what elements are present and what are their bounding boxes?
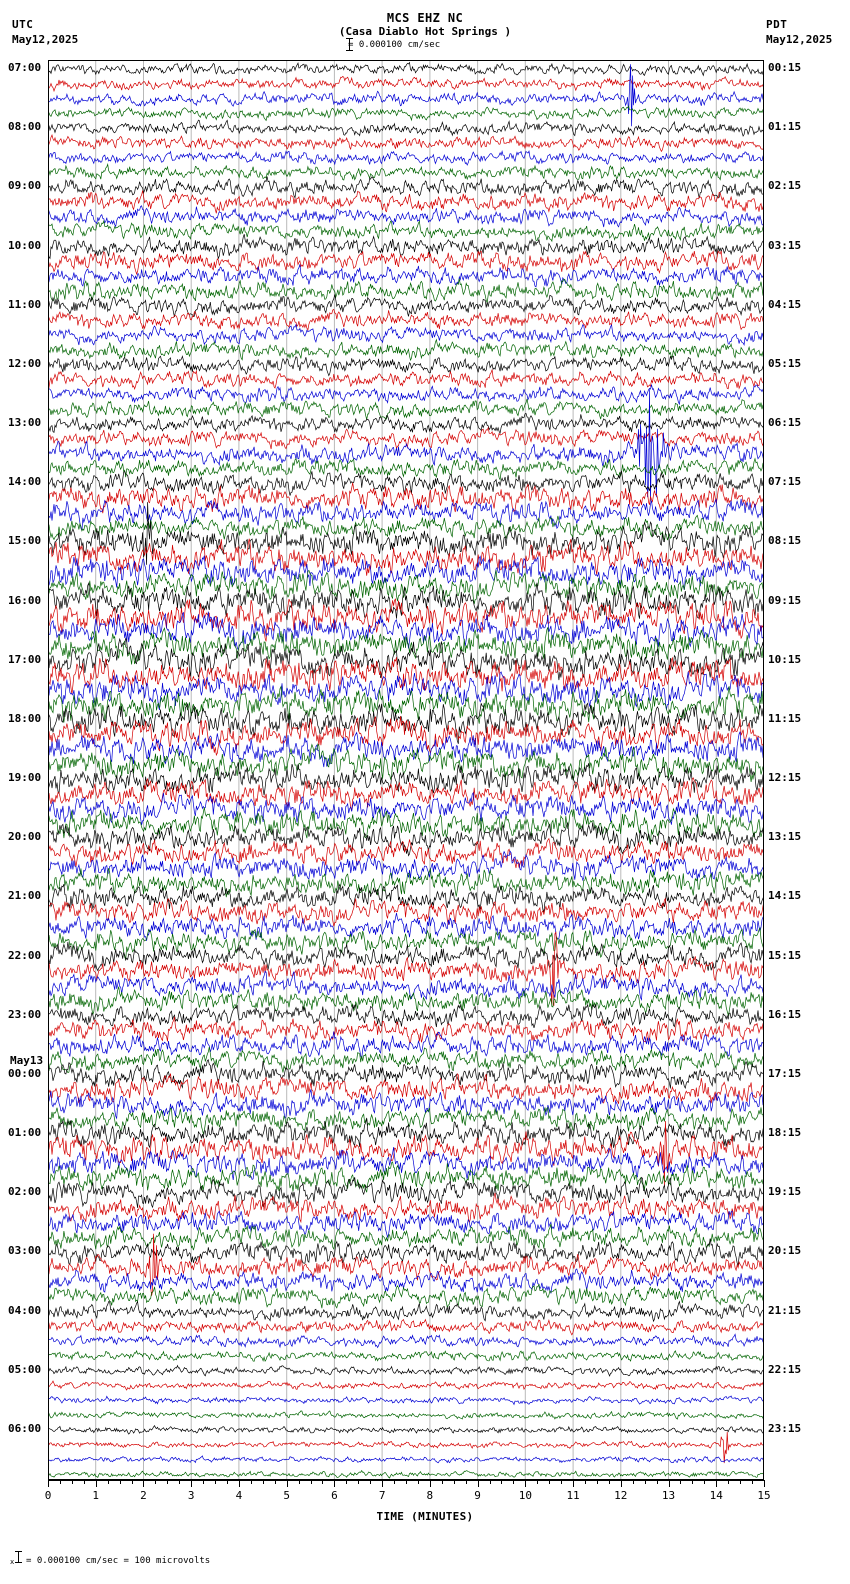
left-time-label: 01:00 xyxy=(8,1126,42,1139)
left-time-label: 06:00 xyxy=(8,1421,42,1435)
x-minor-tick xyxy=(513,1480,514,1484)
x-minor-tick xyxy=(454,1480,455,1484)
x-minor-tick xyxy=(179,1480,180,1484)
x-minor-tick xyxy=(132,1480,133,1484)
x-minor-tick xyxy=(84,1480,85,1484)
x-minor-tick xyxy=(692,1480,693,1484)
right-time-label: 22:15 xyxy=(768,1362,802,1376)
left-time-label: 15:00 xyxy=(8,534,42,548)
x-minor-tick xyxy=(215,1480,216,1484)
x-minor-tick xyxy=(203,1480,204,1484)
x-tick xyxy=(525,1480,526,1487)
right-time-label: 07:15 xyxy=(768,475,802,489)
x-minor-tick xyxy=(60,1480,61,1484)
x-minor-tick xyxy=(406,1480,407,1484)
right-time-label: 19:15 xyxy=(768,1185,802,1199)
x-tick xyxy=(382,1480,383,1487)
x-minor-tick xyxy=(680,1480,681,1484)
right-timezone-label: PDT xyxy=(766,18,788,31)
footer-multiplier: x xyxy=(10,1558,15,1566)
x-tick xyxy=(239,1480,240,1487)
right-time-label: 15:15 xyxy=(768,948,802,962)
x-tick-label: 13 xyxy=(661,1489,676,1502)
x-minor-tick xyxy=(275,1480,276,1484)
x-minor-tick xyxy=(645,1480,646,1484)
x-tick xyxy=(621,1480,622,1487)
x-minor-tick xyxy=(155,1480,156,1484)
footer-scale-bar-icon xyxy=(18,1551,19,1563)
left-time-label: 12:00 xyxy=(8,356,42,370)
scale-note: = 0.000100 cm/sec xyxy=(348,40,441,50)
x-tick-label: 9 xyxy=(474,1489,481,1502)
x-tick xyxy=(96,1480,97,1487)
x-minor-tick xyxy=(597,1480,598,1484)
x-tick-label: 8 xyxy=(426,1489,434,1502)
right-time-label: 06:15 xyxy=(768,416,802,429)
right-time-label: 16:15 xyxy=(768,1007,802,1021)
x-minor-tick xyxy=(251,1480,252,1484)
right-time-label: 12:15 xyxy=(768,771,802,784)
left-time-label: 19:00 xyxy=(8,771,42,784)
x-tick-label: 10 xyxy=(518,1489,532,1502)
x-tick-label: 15 xyxy=(757,1489,771,1502)
x-minor-tick xyxy=(466,1480,467,1484)
x-minor-tick xyxy=(657,1480,658,1484)
x-minor-tick xyxy=(108,1480,109,1484)
left-time-label: 08:00 xyxy=(8,120,42,134)
x-tick-label: 11 xyxy=(566,1489,580,1502)
x-minor-tick xyxy=(370,1480,371,1484)
x-minor-tick xyxy=(418,1480,419,1484)
x-axis-ticks xyxy=(0,1480,850,1510)
x-tick-label: 1 xyxy=(92,1489,100,1502)
right-time-label: 05:15 xyxy=(768,356,802,370)
left-time-label: 07:00 xyxy=(8,61,42,74)
x-minor-tick xyxy=(311,1480,312,1484)
right-date-label: May12,2025 xyxy=(766,33,833,46)
right-time-label: 17:15 xyxy=(768,1066,802,1080)
left-time-label: 11:00 xyxy=(8,297,42,311)
chart-header xyxy=(0,0,850,56)
x-tick xyxy=(143,1480,144,1487)
x-minor-tick xyxy=(263,1480,264,1484)
x-tick xyxy=(764,1480,765,1487)
x-minor-tick xyxy=(585,1480,586,1484)
right-time-label: 20:15 xyxy=(768,1244,802,1258)
x-minor-tick xyxy=(609,1480,610,1484)
right-time-label: 08:15 xyxy=(768,534,802,548)
x-minor-tick xyxy=(167,1480,168,1484)
x-tick xyxy=(478,1480,479,1487)
right-time-label: 00:15 xyxy=(768,61,802,74)
left-time-label: 18:00 xyxy=(8,711,42,725)
x-tick-label: 3 xyxy=(187,1489,195,1502)
left-time-label: 20:00 xyxy=(8,830,42,844)
x-minor-tick xyxy=(728,1480,729,1484)
x-minor-tick xyxy=(537,1480,538,1484)
chart-subtitle: (Casa Diablo Hot Springs ) xyxy=(338,25,512,38)
left-date-label: May12,2025 xyxy=(12,33,79,46)
left-time-label: 21:00 xyxy=(8,889,42,903)
right-time-label: 18:15 xyxy=(768,1126,802,1139)
x-minor-tick xyxy=(358,1480,359,1484)
left-time-label: 09:00 xyxy=(8,179,42,193)
x-minor-tick xyxy=(490,1480,491,1484)
x-tick-label: 6 xyxy=(331,1489,338,1502)
footer-scale-note: = 0.000100 cm/sec = 100 microvolts xyxy=(26,1556,211,1566)
right-time-label: 14:15 xyxy=(768,889,802,903)
left-time-label: 03:00 xyxy=(8,1244,42,1258)
x-tick-label: 0 xyxy=(44,1489,52,1502)
right-time-label: 03:15 xyxy=(768,238,802,252)
right-time-label: 09:15 xyxy=(768,593,802,607)
left-time-label: 16:00 xyxy=(8,593,42,607)
x-tick-label: 7 xyxy=(378,1489,386,1502)
x-minor-tick xyxy=(704,1480,705,1484)
x-minor-tick xyxy=(227,1480,228,1484)
left-time-label: 02:00 xyxy=(8,1185,42,1199)
left-time-label: 04:00 xyxy=(8,1303,42,1317)
left-time-label: 05:00 xyxy=(8,1362,42,1376)
right-time-label: 01:15 xyxy=(768,120,802,134)
x-tick-label: 5 xyxy=(283,1489,290,1502)
x-tick-label: 2 xyxy=(140,1489,147,1502)
x-tick xyxy=(334,1480,335,1487)
x-tick-label: 14 xyxy=(709,1489,723,1502)
x-minor-tick xyxy=(394,1480,395,1484)
x-tick xyxy=(573,1480,574,1487)
chart-title: MCS EHZ NC xyxy=(386,11,464,25)
x-minor-tick xyxy=(549,1480,550,1484)
left-time-label: 10:00 xyxy=(8,238,42,252)
x-minor-tick xyxy=(561,1480,562,1484)
x-tick xyxy=(716,1480,717,1487)
x-tick xyxy=(48,1480,49,1487)
x-minor-tick xyxy=(501,1480,502,1484)
left-time-label: 22:00 xyxy=(8,948,42,962)
x-minor-tick xyxy=(120,1480,121,1484)
right-time-label: 13:15 xyxy=(768,830,802,844)
x-tick xyxy=(191,1480,192,1487)
x-minor-tick xyxy=(346,1480,347,1484)
left-time-label: 13:00 xyxy=(8,416,42,429)
right-time-label: 04:15 xyxy=(768,297,802,311)
right-time-label: 21:15 xyxy=(768,1303,802,1317)
x-axis-title: TIME (MINUTES) xyxy=(376,1510,474,1523)
x-tick-label: 12 xyxy=(614,1489,628,1502)
right-time-label: 11:15 xyxy=(768,711,802,725)
left-time-label: 14:00 xyxy=(8,475,42,489)
seismogram-plot xyxy=(48,60,764,1480)
x-minor-tick xyxy=(442,1480,443,1484)
left-time-label: 17:00 xyxy=(8,652,42,666)
x-tick xyxy=(287,1480,288,1487)
x-tick xyxy=(430,1480,431,1487)
x-minor-tick xyxy=(322,1480,323,1484)
left-time-label: 23:00 xyxy=(8,1007,42,1021)
x-minor-tick xyxy=(752,1480,753,1484)
right-time-label: 02:15 xyxy=(768,179,802,193)
left-time-label: 00:00 xyxy=(8,1066,42,1080)
left-day-break-label: May13 xyxy=(10,1053,44,1067)
x-tick xyxy=(669,1480,670,1487)
x-minor-tick xyxy=(740,1480,741,1484)
left-timezone-label: UTC xyxy=(12,18,34,31)
x-minor-tick xyxy=(633,1480,634,1484)
x-minor-tick xyxy=(72,1480,73,1484)
right-time-label: 23:15 xyxy=(768,1421,802,1435)
right-time-label: 10:15 xyxy=(768,652,802,666)
x-tick-label: 4 xyxy=(235,1489,243,1502)
x-minor-tick xyxy=(299,1480,300,1484)
